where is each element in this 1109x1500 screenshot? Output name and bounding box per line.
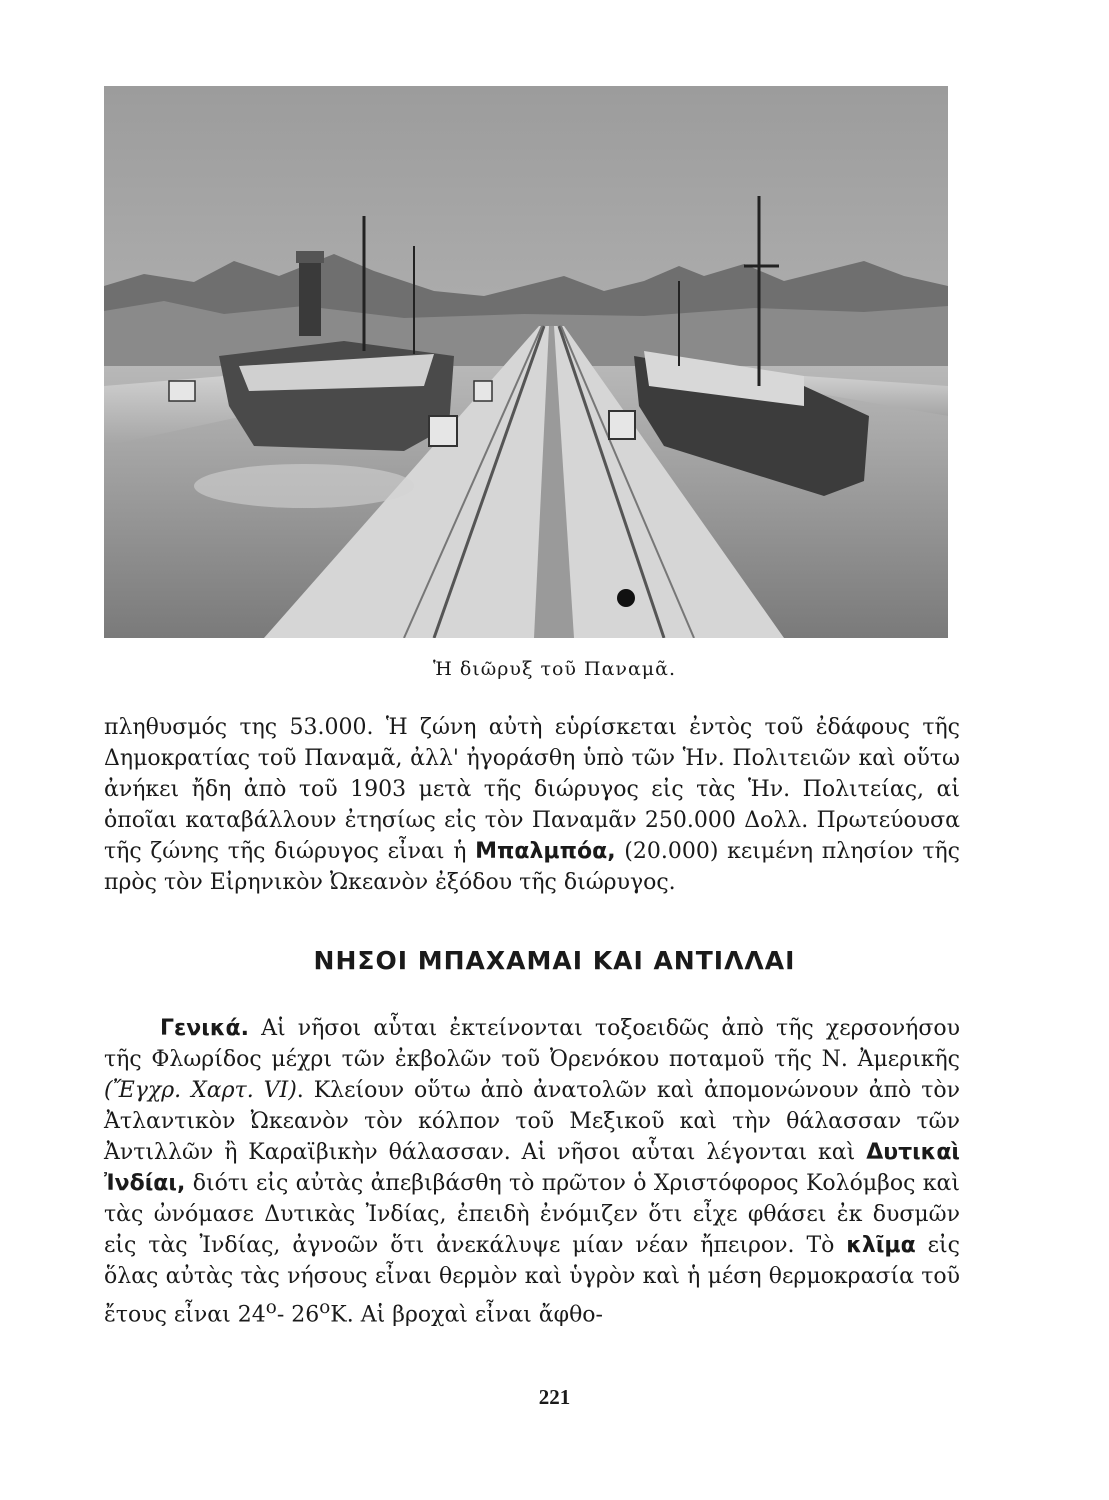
text-columbus: διότι εἰς αὐτὰς ἀπεβιβάσθη τὸ πρῶτον ὁ Χριστόφορος Κολόμβος καὶ τὰς ὠνόμασε Δυτικὰς Ἰνδίας, ἐπειδὴ ἐνόμιζεν ὅτι εἶχε φθάσει ἐκ δυσμῶν εἰς τὰς Ἰνδίας, ἀγνοῶν ὅτι ἀνεκάλυψε μίαν νέαν ἤπειρον. Τὸ: [104, 1171, 960, 1258]
text-temp-range: - 26: [276, 1302, 320, 1328]
west-indies-bold: Δυτικαὶ Ἰνδίαι,: [104, 1140, 960, 1196]
text-climate: εἰς ὅλας αὐτὰς τὰς νήσους εἶναι θερμὸν καὶ ὑγρὸν καὶ ἡ μέση θερμοκρασία τοῦ ἔτους εἶναι 24: [104, 1233, 961, 1328]
panama-canal-photo: [104, 86, 948, 638]
balboa-bold: Μπαλμπόα,: [475, 839, 616, 864]
climate-bold: κλῖμα: [846, 1233, 916, 1258]
text-islands-seas: . Κλείουν οὕτω ἀπὸ ἀνατολῶν καὶ ἀπομονώνουν ἀπὸ τὸν Ἀτλαντικὸν Ὠκεανὸν τὸν κόλπον τοῦ Μεξικοῦ καὶ τὴν θάλασσαν τῶν Ἀντιλλῶν ἢ Καραϊβικὴν θάλασσαν. Αἱ νῆσοι αὗται λέγονται καὶ: [104, 1078, 960, 1165]
general-lead: Γενικά.: [160, 1016, 249, 1041]
photo-caption: Ἡ διῶρυξ τοῦ Παναμᾶ.: [432, 658, 677, 680]
degree-sign: ο: [319, 1297, 331, 1318]
page-number: 221: [538, 1385, 571, 1409]
text-rains: Κ. Αἱ βροχαὶ εἶναι ἄφθο-: [330, 1302, 603, 1328]
section-heading: ΝΗΣΟΙ ΜΠΑΧΑΜΑΙ ΚΑΙ ΑΝΤΙΛΛΑΙ: [313, 946, 796, 975]
degree-sign: ο: [265, 1297, 277, 1318]
text-balboa-location: (20.000) κειμένη πλησίον τῆς πρὸς τὸν Εἰρηνικὸν Ὠκεανὸν ἐξόδου τῆς διώρυγος.: [104, 839, 960, 895]
paragraph-general: [104, 1013, 960, 1330]
paragraph-panama-zone: [104, 712, 960, 898]
text-islands-extent: Αἱ νῆσοι αὗται ἐκτείνονται τοξοειδῶς ἀπὸ τῆς χερσονήσου τῆς Φλωρίδος μέχρι τῶν ἐκβολῶν τοῦ Ὀρενόκου ποταμοῦ τῆς Ν. Ἀμερικῆς: [104, 1016, 960, 1072]
map-reference: (Ἔγχρ. Χαρτ. VI): [104, 1078, 297, 1103]
text-zone-description: πληθυσμός της 53.000. Ἡ ζώνη αὐτὴ εὑρίσκεται ἐντὸς τοῦ ἐδάφους τῆς Δημοκρατίας τοῦ Παναμᾶ, ἀλλ' ἠγοράσθη ὑπὸ τῶν Ἡν. Πολιτειῶν καὶ οὕτω ἀνήκει ἤδη ἀπὸ τοῦ 1903 μετὰ τῆς διώρυγος εἰς τὰς Ἡν. Πολιτείας, αἱ ὁποῖαι καταβάλλουν ἐτησίως εἰς τὸν Παναμᾶν 250.000 Δολλ. Πρωτεύουσα τῆς ζώνης τῆς διώρυγος εἶναι ἡ: [104, 715, 960, 864]
